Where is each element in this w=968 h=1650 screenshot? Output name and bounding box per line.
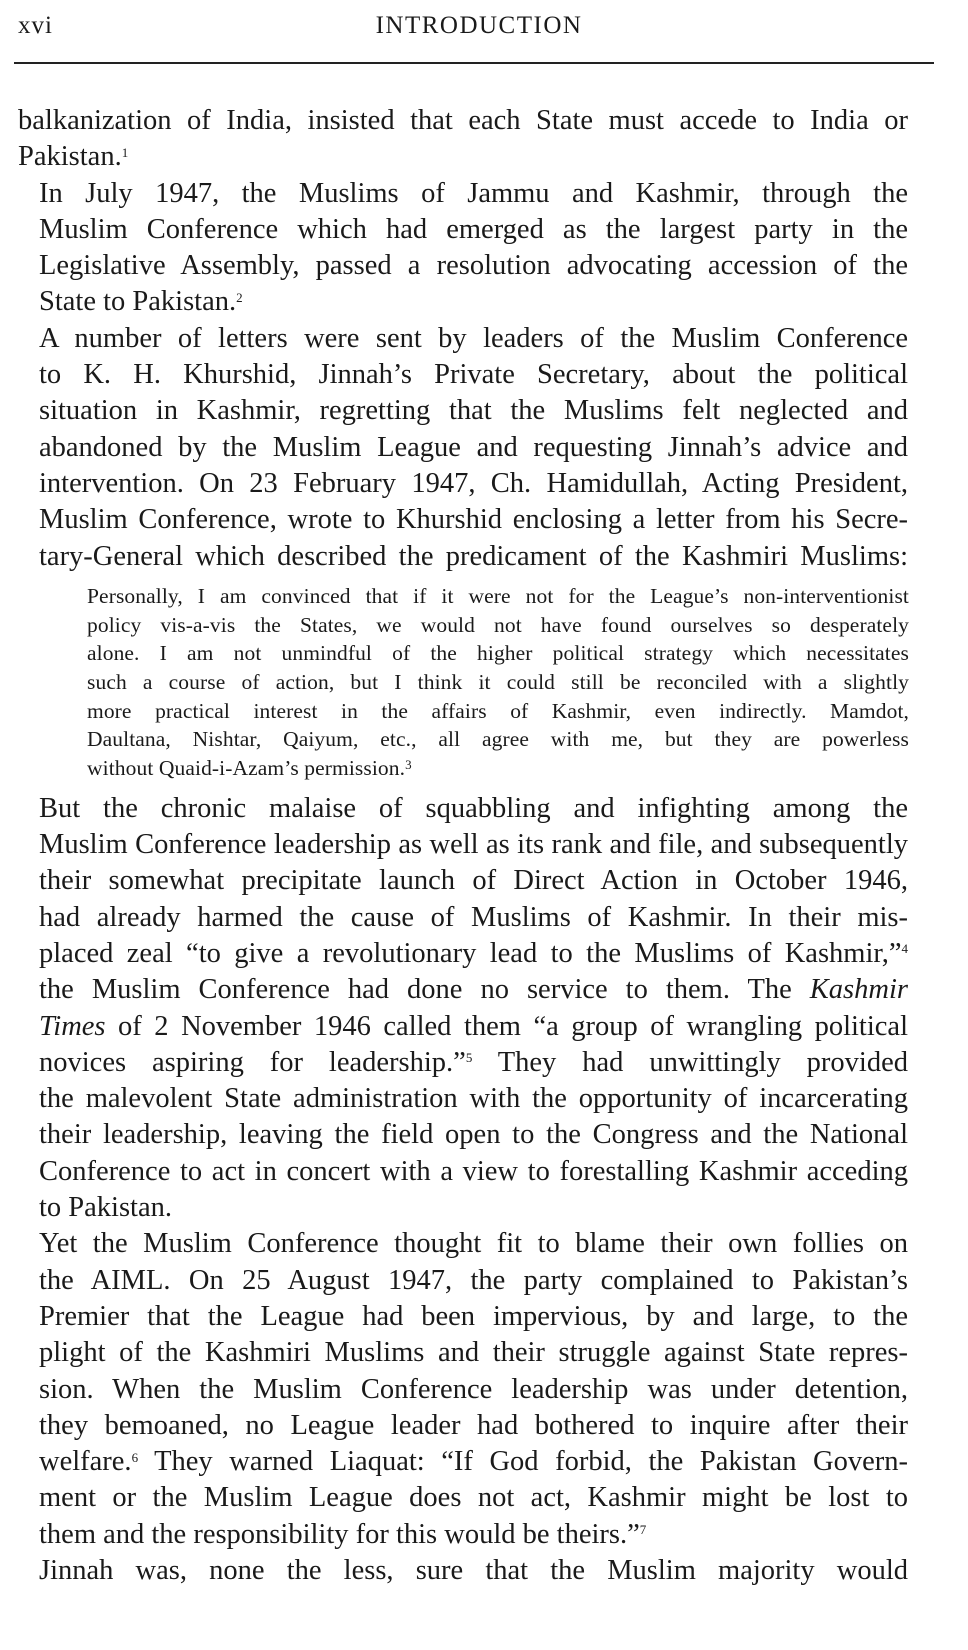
text-line: In July 1947, the Muslims of Jammu and Kashmir, through the <box>39 177 908 209</box>
footnote-marker: 7 <box>639 1522 647 1538</box>
paragraph-2 <box>18 176 908 321</box>
running-title: INTRODUCTION <box>375 12 583 39</box>
text-line: to K. H. Khurshid, Jinnah’s Private Secretary, about the political <box>39 359 908 391</box>
block-quote <box>87 582 909 783</box>
text-line: ment or the Muslim League does not act, Kashmir might be lost to <box>39 1482 908 1514</box>
text-line <box>18 972 908 1008</box>
quote-line: alone. I am not unmindful of the higher political strategy which necessitates <box>87 641 909 666</box>
text-line <box>18 936 908 972</box>
quote-line: more practical interest in the affairs of Kashmir, even indirectly. Mamdot, <box>87 698 909 723</box>
text-line: A number of letters were sent by leaders of the Muslim Conference <box>39 322 908 354</box>
footnote-marker: 3 <box>405 756 412 772</box>
text-line: their somewhat precipitate launch of Direct Action in October 1946, <box>39 865 908 897</box>
text-line: Yet the Muslim Conference thought fit to blame their own follies on <box>39 1228 908 1260</box>
header-rule <box>14 62 934 64</box>
text-line: Jinnah was, none the less, sure that the Muslim majority would <box>39 1555 908 1587</box>
text-fragment: State to Pakistan. <box>39 286 237 318</box>
text-line: intervention. On 23 February 1947, Ch. Hamidullah, Acting President, <box>39 467 908 499</box>
text-line: Muslim Conference leadership as well as its rank and file, and subsequently <box>39 829 908 861</box>
italic-title: Times <box>39 1010 106 1042</box>
text-line: had already harmed the cause of Muslims of Kashmir. In their mis- <box>39 901 908 933</box>
text-line: the malevolent State administration with the opportunity of incarcerating <box>39 1083 908 1115</box>
footnote-marker: 2 <box>236 289 243 305</box>
paragraph-6 <box>18 1553 908 1589</box>
paragraph-4 <box>18 791 908 1227</box>
quote-line <box>87 754 909 783</box>
footnote-marker: 6 <box>131 1449 139 1465</box>
paragraph-3 <box>18 321 908 575</box>
text-line: balkanization of India, insisted that each State must accede to India or <box>18 105 908 136</box>
footnote-marker: 4 <box>901 941 908 957</box>
text-line: Premier that the League had been impervious, by and large, to the <box>39 1300 908 1332</box>
footnote-marker: 5 <box>465 1050 473 1066</box>
text-line: to Pakistan. <box>39 1192 172 1224</box>
text-line: the AIML. On 25 August 1947, the party complained to Pakistan’s <box>39 1264 908 1296</box>
text-line: Legislative Assembly, passed a resolution advocating accession of the <box>39 250 908 282</box>
text-line: Conference to act in concert with a view to forestalling Kashmir acceding <box>39 1155 908 1187</box>
text-line: situation in Kashmir, regretting that the Muslims felt neglected and <box>39 395 908 427</box>
paragraph-5 <box>18 1226 908 1553</box>
text-line: their leadership, leaving the field open to the Congress and the National <box>39 1119 908 1151</box>
body-text <box>18 103 908 1589</box>
footnote-marker: 1 <box>121 144 129 160</box>
text-line: Muslim Conference, wrote to Khurshid enclosing a letter from his Secre- <box>39 504 908 536</box>
quote-line: Daultana, Nishtar, Qaiyum, etc., all agree with me, but they are powerless <box>87 727 909 752</box>
text-fragment: novices aspiring for leadership.” <box>39 1046 466 1078</box>
text-fragment: without Quaid-i-Azam’s permission. <box>87 756 406 781</box>
text-fragment: They warned Liaquat: “If God forbid, the Pakistan Govern- <box>138 1446 908 1478</box>
text-line <box>18 139 908 175</box>
paragraph-1 <box>18 103 908 176</box>
text-line <box>18 1045 908 1081</box>
text-fragment: placed zeal “to give a revolutionary lead to the Muslims of Kashmir,” <box>39 937 902 969</box>
text-line: plight of the Kashmiri Muslims and their struggle against State repres- <box>39 1337 908 1369</box>
text-line: they bemoaned, no League leader had bothered to inquire after their <box>39 1409 908 1441</box>
text-fragment: Pakistan. <box>18 141 122 173</box>
text-line <box>18 1009 908 1045</box>
text-line <box>18 1444 908 1480</box>
text-line: abandoned by the Muslim League and requesting Jinnah’s advice and <box>39 431 908 463</box>
running-head <box>18 8 940 40</box>
quote-line: such a course of action, but I think it could still be reconciled with a slightly <box>87 669 909 694</box>
text-line: But the chronic malaise of squabbling and infighting among the <box>39 792 908 824</box>
text-fragment: them and the responsibility for this would be theirs.” <box>39 1518 640 1550</box>
text-line <box>18 1517 908 1553</box>
text-line <box>18 284 908 320</box>
text-line: Muslim Conference which had emerged as the largest party in the <box>39 213 908 245</box>
text-line: tary-General which described the predicament of the Kashmiri Muslims: <box>39 540 908 572</box>
page-number: xvi <box>18 12 53 39</box>
text-fragment: welfare. <box>39 1446 132 1478</box>
quote-line: Personally, I am convinced that if it were not for the League’s non-interventionist <box>87 583 909 608</box>
italic-title: Kashmir <box>809 974 908 1006</box>
text-fragment: They had unwittingly provided <box>472 1046 908 1078</box>
text-line: sion. When the Muslim Conference leadership was under detention, <box>39 1373 908 1405</box>
text-fragment: the Muslim Conference had done no service to them. The <box>39 974 792 1006</box>
text-fragment: of 2 November 1946 called them “a group of wrangling political <box>105 1010 908 1042</box>
quote-line: policy vis-a-vis the States, we would not have found ourselves so desperately <box>87 612 909 637</box>
